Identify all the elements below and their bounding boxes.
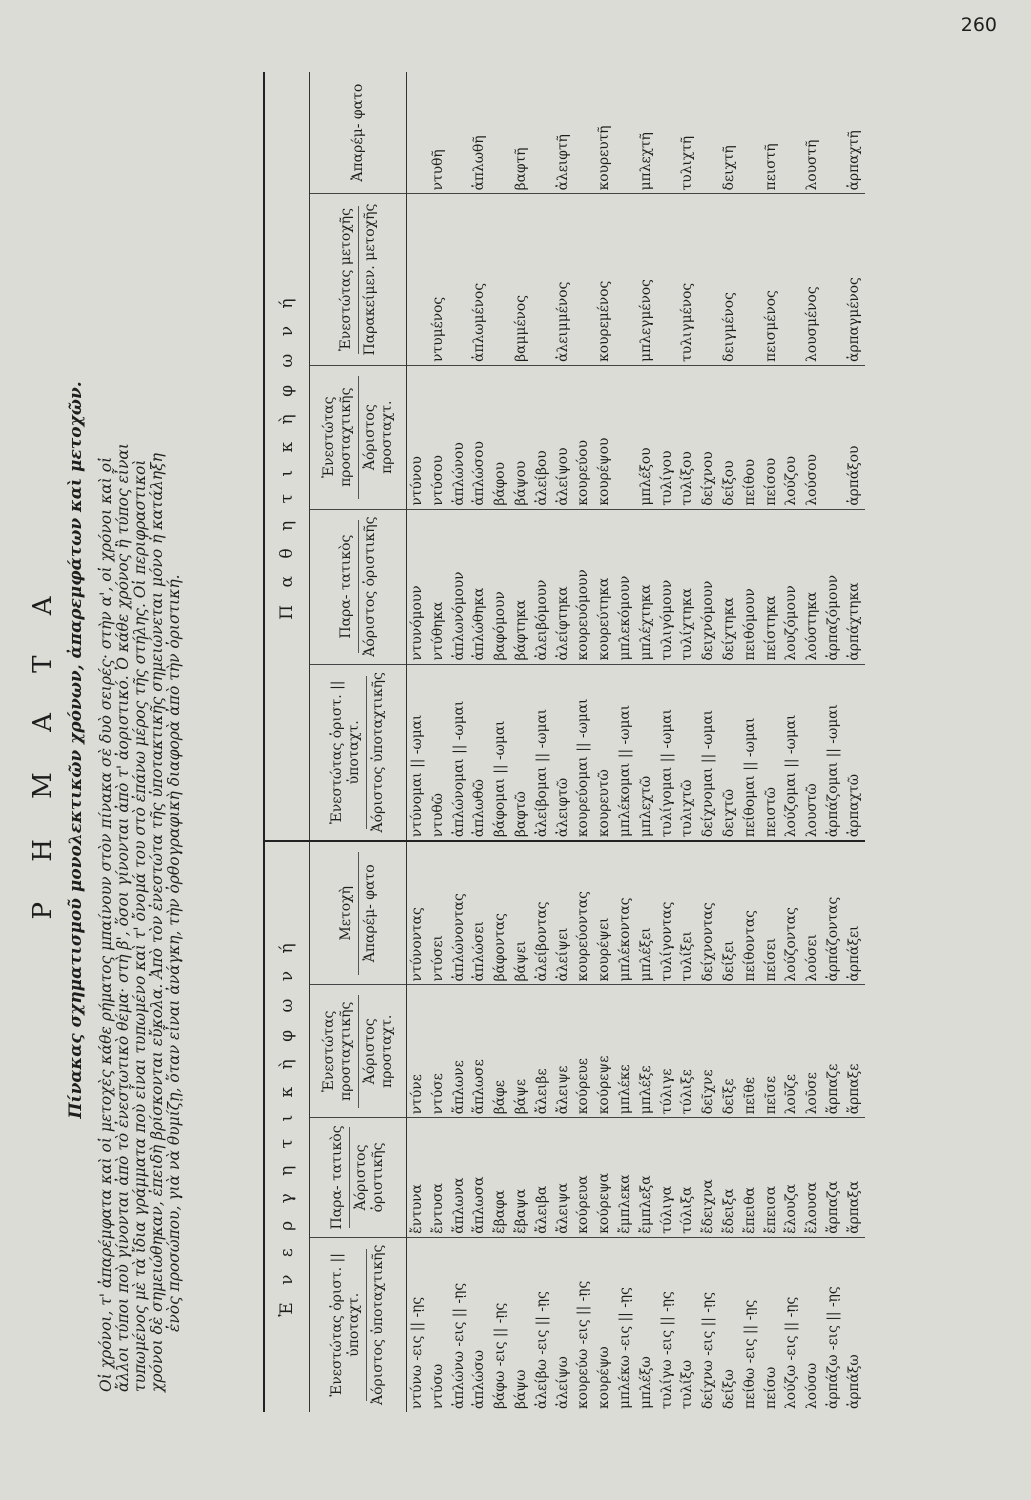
table-cell: κουρεύοντας: [573, 841, 594, 985]
table-cell: [449, 72, 470, 194]
table-row: [553, 72, 574, 1412]
table-cell: κουρευτῆ: [594, 72, 615, 194]
table-cell: κούρευα: [573, 1118, 594, 1237]
table-cell: δεῖχνε: [698, 985, 719, 1118]
table-cell: λούζοντας: [781, 841, 802, 985]
table-cell: ἁπλωνόμουν: [449, 509, 470, 664]
col-passive-imperative: [310, 365, 407, 509]
table-cell: ἁπλώσου: [469, 365, 490, 509]
table-cell: δείξου: [719, 365, 740, 509]
col-active-present-aorist-subj: [310, 1237, 407, 1412]
table-row: [698, 72, 719, 1412]
table-cell: ἀλειμμένος: [553, 194, 574, 366]
table-cell: λουστῆ: [802, 72, 823, 194]
table-cell: ἅρπαζα: [823, 1118, 844, 1237]
table-row: [823, 72, 844, 1412]
table-cell: ἔλουζα: [781, 1118, 802, 1237]
table-cell: ἁπλώσει: [469, 841, 490, 985]
col-passive-infinitive: [310, 72, 407, 194]
table-cell: [532, 72, 553, 194]
table-cell: λουζόμουν: [781, 509, 802, 664]
table-cell: [823, 72, 844, 194]
table-cell: πεῖθε: [740, 985, 761, 1118]
table-row: [469, 72, 490, 1412]
table-cell: [615, 194, 636, 366]
col-bottom: Ἀόριστος προσταχτ.: [361, 400, 395, 474]
active-voice-header: Ἐ ν ε ρ γ η τ ι κ ὴ φ ω ν ή: [264, 841, 310, 1412]
table-cell: ἁπλωθῶ: [469, 664, 490, 841]
table-cell: κουρευτῶ: [594, 664, 615, 841]
table-cell: πειστῆ: [761, 72, 782, 194]
table-cell: βάφτηκα: [511, 509, 532, 664]
table-cell: βάφε: [490, 985, 511, 1118]
table-cell: ντύνοντας: [407, 841, 428, 985]
table-cell: ἀλείψου: [553, 365, 574, 509]
table-cell: κουρεύομαι || -ωμαι: [573, 664, 594, 841]
table-cell: λούσου: [802, 365, 823, 509]
col-top: Ἐνεστώτας μετοχῆς: [337, 208, 354, 352]
table-cell: μπλέκομαι || -ωμαι: [615, 664, 636, 841]
table-cell: ἁρπάξου: [844, 365, 865, 509]
col-top: Ἐνεστώτας ὁριστ. || ὑποταχτ.: [329, 680, 362, 825]
table-cell: ἔντυνα: [407, 1118, 428, 1237]
table-cell: ἁρπάξει: [844, 841, 865, 985]
table-cell: πείθομαι || -ωμαι: [740, 664, 761, 841]
table-cell: ντύσει: [428, 841, 449, 985]
table-cell: ἁρπάζομαι || -ωμαι: [823, 664, 844, 841]
col-bottom: Ἀόριστος ὑποταχτικῆς: [370, 672, 386, 833]
table-cell: μπλεχτῶ: [636, 664, 657, 841]
table-cell: βαμμένος: [511, 194, 532, 366]
table-cell: λουστῶ: [802, 664, 823, 841]
table-row: [594, 72, 615, 1412]
table-cell: ἀλείβου: [532, 365, 553, 509]
col-top: Ἐνεστώτας προσταχτικῆς: [320, 387, 354, 487]
table-cell: βάψου: [511, 365, 532, 509]
table-cell: δείχνομαι || -ωμαι: [698, 664, 719, 841]
table-cell: ἁπλώνου: [449, 365, 470, 509]
table-cell: ἅπλωσα: [469, 1118, 490, 1237]
table-cell: [698, 194, 719, 366]
table-cell: βάφου: [490, 365, 511, 509]
table-cell: δεῖξε: [719, 985, 740, 1118]
table-cell: μπλέξω: [637, 1356, 654, 1409]
table-cell: τυλίγομαι || -ωμαι: [657, 664, 678, 841]
table-cell: μπλέξου: [636, 365, 657, 509]
col-bottom: Ἀπαρέμ- φατο: [361, 864, 378, 963]
table-cell: [781, 194, 802, 366]
col-label: Ἀπαρέμ- φατο: [349, 83, 366, 182]
table-cell: ἁρπαχτῶ: [844, 664, 865, 841]
table-cell: ἔλουσα: [802, 1118, 823, 1237]
table-cell: ντύσε: [428, 985, 449, 1118]
col-top: Ἐνεστώτας προσταχτικῆς: [320, 1001, 354, 1101]
table-cell: μπλεγμένος: [636, 194, 657, 366]
table-cell: δειγμένος: [719, 194, 740, 366]
table-cell: [407, 194, 428, 366]
table-row: [677, 72, 698, 1412]
table-cell: ἄλειβα: [532, 1118, 553, 1237]
table-cell: βαφόμουν: [490, 509, 511, 664]
table-cell: ἅπλωνα: [449, 1118, 470, 1237]
col-passive-present-aorist-subj: [310, 664, 407, 841]
table-cell: ντύνου: [407, 365, 428, 509]
table-cell: ἔπεισα: [761, 1118, 782, 1237]
table-cell: δείξει: [719, 841, 740, 985]
table-row: [844, 72, 865, 1412]
table-cell: πείθου: [740, 365, 761, 509]
table-row: [657, 72, 678, 1412]
table-cell: ἁρπαχτῆ: [844, 72, 865, 194]
table-cell: κούρεψε: [594, 985, 615, 1118]
table-cell: ντύσω: [429, 1363, 446, 1409]
table-cell: πειστῶ: [761, 664, 782, 841]
table-row: [532, 72, 553, 1412]
table-cell: δείχτηκα: [719, 509, 740, 664]
table-cell: ἀλείβομαι || -ωμαι: [532, 664, 553, 841]
table-cell: ἅρπαζε: [823, 985, 844, 1118]
table-row: [802, 72, 823, 1412]
table-cell: ἔβαψα: [511, 1118, 532, 1237]
table-cell: τυλίγω -εις || -ῃς: [658, 1291, 675, 1409]
table-cell: ντυνόμουν: [407, 509, 428, 664]
table-cell: τυλιγμένος: [677, 194, 698, 366]
table-cell: βάφω -εις || -ῃς: [492, 1302, 509, 1409]
table-cell: βάψω: [512, 1369, 529, 1409]
table-cell: ντυθῶ: [428, 664, 449, 841]
table-cell: [740, 194, 761, 366]
table-cell: [781, 72, 802, 194]
table-cell: μπλεχτῆ: [636, 72, 657, 194]
intro-line: ἄλλοι τύποι ποὺ γίνονται ἀπὸ τὸ ἐνεστωτικὸ θέμα· στὴ β', ὅσοι γίνονται ἀπὸ τ' ἀοριστικό. Ὁ κάθε χρόνος ἢ τύπος εἶναι: [114, 443, 132, 1392]
table-cell: ἔντυσα: [428, 1118, 449, 1237]
table-cell: λούσει: [802, 841, 823, 985]
table-cell: τύλιξα: [677, 1118, 698, 1237]
table-cell: κουρέψου: [594, 365, 615, 509]
table-cell: δείχνω -εις || -ῃς: [700, 1292, 717, 1409]
intro-line: ἑνὸς προσώπου, γιὰ νὰ θυμίζῃ, ὅταν εἶναι ἀνάγκη, τὴν ὀρθογραφικὴ διαφορὰ ἀπὸ τὴν ὁριστική.: [165, 574, 183, 1332]
table-cell: κουρέψω: [596, 1346, 613, 1409]
table-cell: βάψει: [511, 841, 532, 985]
table-cell: [657, 72, 678, 194]
intro-paragraph: [98, 92, 183, 1392]
col-bottom: Ἀόριστος προσταχτ.: [361, 1014, 395, 1088]
table-cell: τυλίγου: [657, 365, 678, 509]
table-cell: ἔμπλεξα: [636, 1118, 657, 1237]
table-cell: ἄλειβε: [532, 985, 553, 1118]
table-cell: βαφτῶ: [511, 664, 532, 841]
table-cell: ἔβαφα: [490, 1118, 511, 1237]
table-cell: τυλιγόμουν: [657, 509, 678, 664]
table-row: [781, 72, 802, 1412]
table-cell: [698, 72, 719, 194]
table-cell: ἔδειχνα: [698, 1118, 719, 1237]
table-cell: ἀλειφτῆ: [553, 72, 574, 194]
table-cell: ἀλείψω: [554, 1356, 571, 1409]
table-cell: λούσω: [804, 1362, 821, 1409]
table-cell: ἁρπάζοντας: [823, 841, 844, 985]
table-cell: μπλέκω -εις || -ῃς: [616, 1287, 633, 1409]
col-bottom: Ἀόριστος ὁριστικῆς: [353, 1142, 386, 1213]
table-cell: [573, 72, 594, 194]
col-passive-imperfect-aorist: [310, 509, 407, 664]
table-cell: ἁπλώθηκα: [469, 509, 490, 664]
table-cell: ἄλειψα: [553, 1118, 574, 1237]
table-cell: κουρεύου: [573, 365, 594, 509]
table-cell: [823, 365, 844, 509]
table-cell: τυλίχτηκα: [677, 509, 698, 664]
table-cell: λούζου: [781, 365, 802, 509]
table-cell: δειχτῶ: [719, 664, 740, 841]
table-cell: τύλιξε: [677, 985, 698, 1118]
table-cell: τυλίξω: [679, 1359, 696, 1409]
table-cell: ἁπλωθῆ: [469, 72, 490, 194]
table-cell: ἁρπάξω: [845, 1354, 862, 1409]
col-top: Ἐνεστώτας ὁριστ. || ὑποταχτ.: [329, 1253, 362, 1397]
table-cell: βάφομαι || -ωμαι: [490, 664, 511, 841]
table-subtitle: Πίνακας σχηματισμοῦ μονολεκτικῶν χρόνων, ἀπαρεμφάτων καὶ μετοχῶν.: [66, 381, 86, 1119]
table-row: [761, 72, 782, 1412]
table-cell: [490, 194, 511, 366]
intro-line: τυπωμένος μὲ τὰ ἴδια γράμματα ποὺ εἶναι τυπωμένο καὶ τ' ὄνομά του στὸ ἐπάνω μέρος τῆς στήλης. Οἱ περιφραστικοὶ: [131, 459, 149, 1392]
table-cell: ἁπλώνω -εις || -ῃς: [450, 1282, 467, 1409]
table-cell: ἀλειβόμουν: [532, 509, 553, 664]
table-row: [573, 72, 594, 1412]
table-cell: [657, 194, 678, 366]
table-row: [636, 72, 657, 1412]
col-active-imperative: [310, 985, 407, 1118]
col-bottom: Ἀόριστος ὁριστικῆς: [361, 516, 378, 657]
table-cell: τυλιχτῶ: [677, 664, 698, 841]
intro-line: χρόνοι δὲ σημειώθηκαν, ἐπειδὴ βρίσκονται εὔκολα. Ἀπὸ τὸν ἐνεστώτα τῆς ὑποτακτικῆς σημειώνεται μόνο ἡ κατάληξη: [148, 453, 166, 1392]
col-bottom: Ἀόριστος ὑποταχτικῆς: [370, 1244, 386, 1406]
table-cell: κουρεμένος: [594, 194, 615, 366]
table-cell: κουρεύτηκα: [594, 509, 615, 664]
table-cell: λοῦσε: [802, 985, 823, 1118]
table-cell: μπλεκόμουν: [615, 509, 636, 664]
table-cell: ἀλείβω -εις || -ῃς: [533, 1291, 550, 1409]
table-cell: ἁρπάζω -εις || -ῃς: [824, 1286, 841, 1409]
col-bottom: Παρακείμεν. μετοχῆς: [361, 203, 378, 356]
table-cell: πείθω -εις || -ῃς: [741, 1299, 758, 1409]
table-cell: ἄλειψε: [553, 985, 574, 1118]
table-cell: ἅρπαξα: [844, 1118, 865, 1237]
intro-line: Οἱ χρόνοι, τ' ἀπαρέμφατα καὶ οἱ μετοχὲς κάθε ρήματος μπαίνουν στὸν πίνακα σὲ δυὸ σειρές· στὴν α', οἱ χρόνοι καὶ οἱ: [97, 456, 115, 1392]
table-cell: ἁπλώσω: [471, 1349, 488, 1409]
table-cell: ντύνω -εις || -ῃς: [409, 1296, 425, 1409]
table-cell: ἀλειφτῶ: [553, 664, 574, 841]
table-row: [490, 72, 511, 1412]
table-cell: ἔδειξα: [719, 1118, 740, 1237]
table-cell: μπλέξε: [636, 985, 657, 1118]
table-cell: [490, 72, 511, 194]
table-cell: λούζω -εις || -ῃς: [783, 1296, 800, 1409]
table-cell: [449, 194, 470, 366]
table-cell: δείχνου: [698, 365, 719, 509]
table-cell: ντυθῆ: [428, 72, 449, 194]
table-cell: δείξω: [720, 1369, 737, 1409]
table-cell: ἁρπαζόμουν: [823, 509, 844, 664]
table-cell: ἀλείφτηκα: [553, 509, 574, 664]
table-cell: πείσου: [761, 365, 782, 509]
table-cell: μπλέχτηκα: [636, 509, 657, 664]
table-row: [615, 72, 636, 1412]
table-row: [449, 72, 470, 1412]
table-cell: ἅπλωσε: [469, 985, 490, 1118]
table-cell: κουρευόμουν: [573, 509, 594, 664]
table-cell: τυλίξει: [677, 841, 698, 985]
table-cell: λοῦζε: [781, 985, 802, 1118]
table-cell: βάφοντας: [490, 841, 511, 985]
table-cell: ντύνε: [407, 985, 428, 1118]
passive-voice-header: Π α θ η τ ι κ ὴ φ ω ν ή: [264, 72, 310, 841]
table-row: [740, 72, 761, 1412]
verb-forms-table: [263, 72, 865, 1412]
table-cell: πεῖσε: [761, 985, 782, 1118]
table-cell: πείθοντας: [740, 841, 761, 985]
table-cell: βαφτῆ: [511, 72, 532, 194]
table-cell: κουρέψει: [594, 841, 615, 985]
table-cell: ἁπλώνοντας: [449, 841, 470, 985]
table-cell: [615, 365, 636, 509]
table-cell: πείστηκα: [761, 509, 782, 664]
col-top: Παρα- τατικὸς: [337, 534, 354, 639]
table-cell: τύλιγε: [657, 985, 678, 1118]
table-cell: ντύθηκα: [428, 509, 449, 664]
table-cell: ἀλείψει: [553, 841, 574, 985]
table-cell: [532, 194, 553, 366]
table-cell: πειθόμουν: [740, 509, 761, 664]
table-cell: [407, 72, 428, 194]
table-cell: ἔμπλεκα: [615, 1118, 636, 1237]
table-cell: κούρεψα: [594, 1118, 615, 1237]
col-passive-participles: [310, 194, 407, 366]
table-cell: βάψε: [511, 985, 532, 1118]
table-cell: κούρευε: [573, 985, 594, 1118]
table-cell: δειχτῆ: [719, 72, 740, 194]
table-cell: ντύσου: [428, 365, 449, 509]
table-row: [511, 72, 532, 1412]
table-cell: ντυμένος: [428, 194, 449, 366]
table-row: [428, 72, 449, 1412]
table-cell: δειχνόμουν: [698, 509, 719, 664]
table-cell: τυλίξου: [677, 365, 698, 509]
table-cell: [573, 194, 594, 366]
table-cell: [823, 194, 844, 366]
table-cell: [740, 72, 761, 194]
col-top: Παρα- τατικὸς: [329, 1125, 345, 1230]
page-title: Ρ Η Μ Α Τ Α: [28, 580, 58, 920]
table-cell: κουρεύω -εις || -ῃς: [575, 1280, 592, 1409]
table-cell: πείσει: [761, 841, 782, 985]
table-cell: ντύνομαι || -ωμαι: [407, 664, 428, 841]
table-cell: ἅρπαξε: [844, 985, 865, 1118]
table-cell: ἁρπάχτηκα: [844, 509, 865, 664]
table-cell: ἁπλώνομαι || -ωμαι: [449, 664, 470, 841]
table-cell: μπλέκοντας: [615, 841, 636, 985]
table-cell: μπλέκε: [615, 985, 636, 1118]
table-cell: λούστηκα: [802, 509, 823, 664]
table-cell: πείσω: [762, 1366, 779, 1409]
table-cell: λούζομαι || -ωμαι: [781, 664, 802, 841]
table-cell: τύλιγα: [657, 1118, 678, 1237]
table-cell: ἀλείβοντας: [532, 841, 553, 985]
col-active-participle-infinitive: [310, 841, 407, 985]
table-cell: ἁπλωμένος: [469, 194, 490, 366]
table-cell: τυλίγοντας: [657, 841, 678, 985]
table-cell: ἅπλωνε: [449, 985, 470, 1118]
table-row: [407, 72, 428, 1412]
table-row: [719, 72, 740, 1412]
table-cell: δείχνοντας: [698, 841, 719, 985]
table-cell: [615, 72, 636, 194]
table-body: [407, 72, 865, 1412]
table-cell: ἁρπαγμένος: [844, 194, 865, 366]
table-cell: πεισμένος: [761, 194, 782, 366]
table-cell: λουσμένος: [802, 194, 823, 366]
table-cell: τυλιχτῆ: [677, 72, 698, 194]
col-active-imperfect-aorist: [310, 1118, 407, 1237]
col-top: Μετοχὴ: [337, 885, 354, 941]
page-number: 260: [960, 14, 997, 36]
table-cell: ἔπειθα: [740, 1118, 761, 1237]
table-cell: μπλέξει: [636, 841, 657, 985]
